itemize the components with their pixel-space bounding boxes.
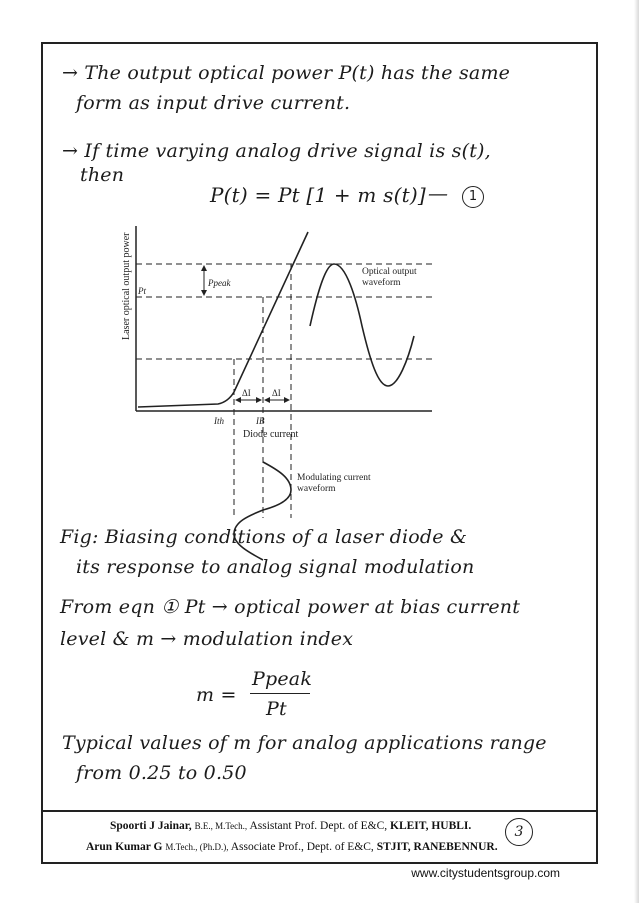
- m-equation-lhs: m =: [196, 684, 237, 706]
- definition-line-1: From eqn ① Pt → optical power at bias current: [60, 596, 521, 618]
- footer-divider: [41, 810, 598, 812]
- author2-name: Arun Kumar G: [86, 841, 163, 853]
- delta-i-right: ΔI: [272, 388, 281, 398]
- modulating-label-1: Modulating current: [297, 473, 371, 483]
- fraction-bar: [250, 693, 310, 694]
- site-url: www.citystudentsgroup.com: [411, 866, 560, 880]
- equation-dash: —: [428, 181, 449, 205]
- note-line-2: form as input drive current.: [76, 92, 351, 114]
- y-axis-label: Laser optical output power: [121, 232, 132, 340]
- i-b-label: IB: [256, 416, 265, 426]
- note-line-3: → If time varying analog drive signal is s(t),: [62, 140, 491, 162]
- footer-author-1: [110, 820, 471, 832]
- page-number: 3: [505, 818, 533, 846]
- delta-i-left: ΔI: [242, 388, 251, 398]
- author2-institute: STJIT, RANEBENNUR.: [376, 841, 498, 853]
- optical-output-label-2: waveform: [362, 278, 401, 288]
- power-equation: P(t) = Pt [1 + m s(t)]: [210, 183, 426, 207]
- m-equation-numerator: Ppeak: [252, 668, 313, 690]
- author1-degree: B.E., M.Tech.,: [194, 821, 248, 831]
- equation-number: 1: [462, 186, 484, 208]
- p-t-label: Pt: [138, 286, 146, 296]
- i-th-label: Ith: [214, 416, 224, 426]
- note-line-1: → The output optical power P(t) has the same: [62, 62, 511, 84]
- footer-author-2: [86, 841, 498, 853]
- definition-line-2: level & m → modulation index: [60, 628, 354, 650]
- author1-institute: KLEIT, HUBLI.: [390, 820, 472, 832]
- m-equation-denominator: Pt: [266, 698, 287, 720]
- note-line-4: then: [80, 164, 125, 186]
- x-axis-label: Diode current: [243, 429, 299, 440]
- figure-caption-1: Fig: Biasing conditions of a laser diode &: [60, 526, 468, 548]
- modulating-label-2: waveform: [297, 484, 336, 494]
- author2-degree: M.Tech., (Ph.D.),: [165, 842, 229, 852]
- p-peak-label: Ppeak: [208, 278, 231, 288]
- li-curve: [138, 232, 308, 407]
- author1-role: Assistant Prof. Dept. of E&C,: [249, 820, 388, 832]
- author2-role: Associate Prof., Dept. of E&C,: [230, 841, 374, 853]
- definition-line-4: from 0.25 to 0.50: [76, 762, 247, 784]
- figure-caption-2: its response to analog signal modulation: [76, 556, 475, 578]
- author1-name: Spoorti J Jainar,: [110, 820, 192, 832]
- definition-line-3: Typical values of m for analog applications range: [62, 732, 547, 754]
- optical-output-label-1: Optical output: [362, 267, 417, 277]
